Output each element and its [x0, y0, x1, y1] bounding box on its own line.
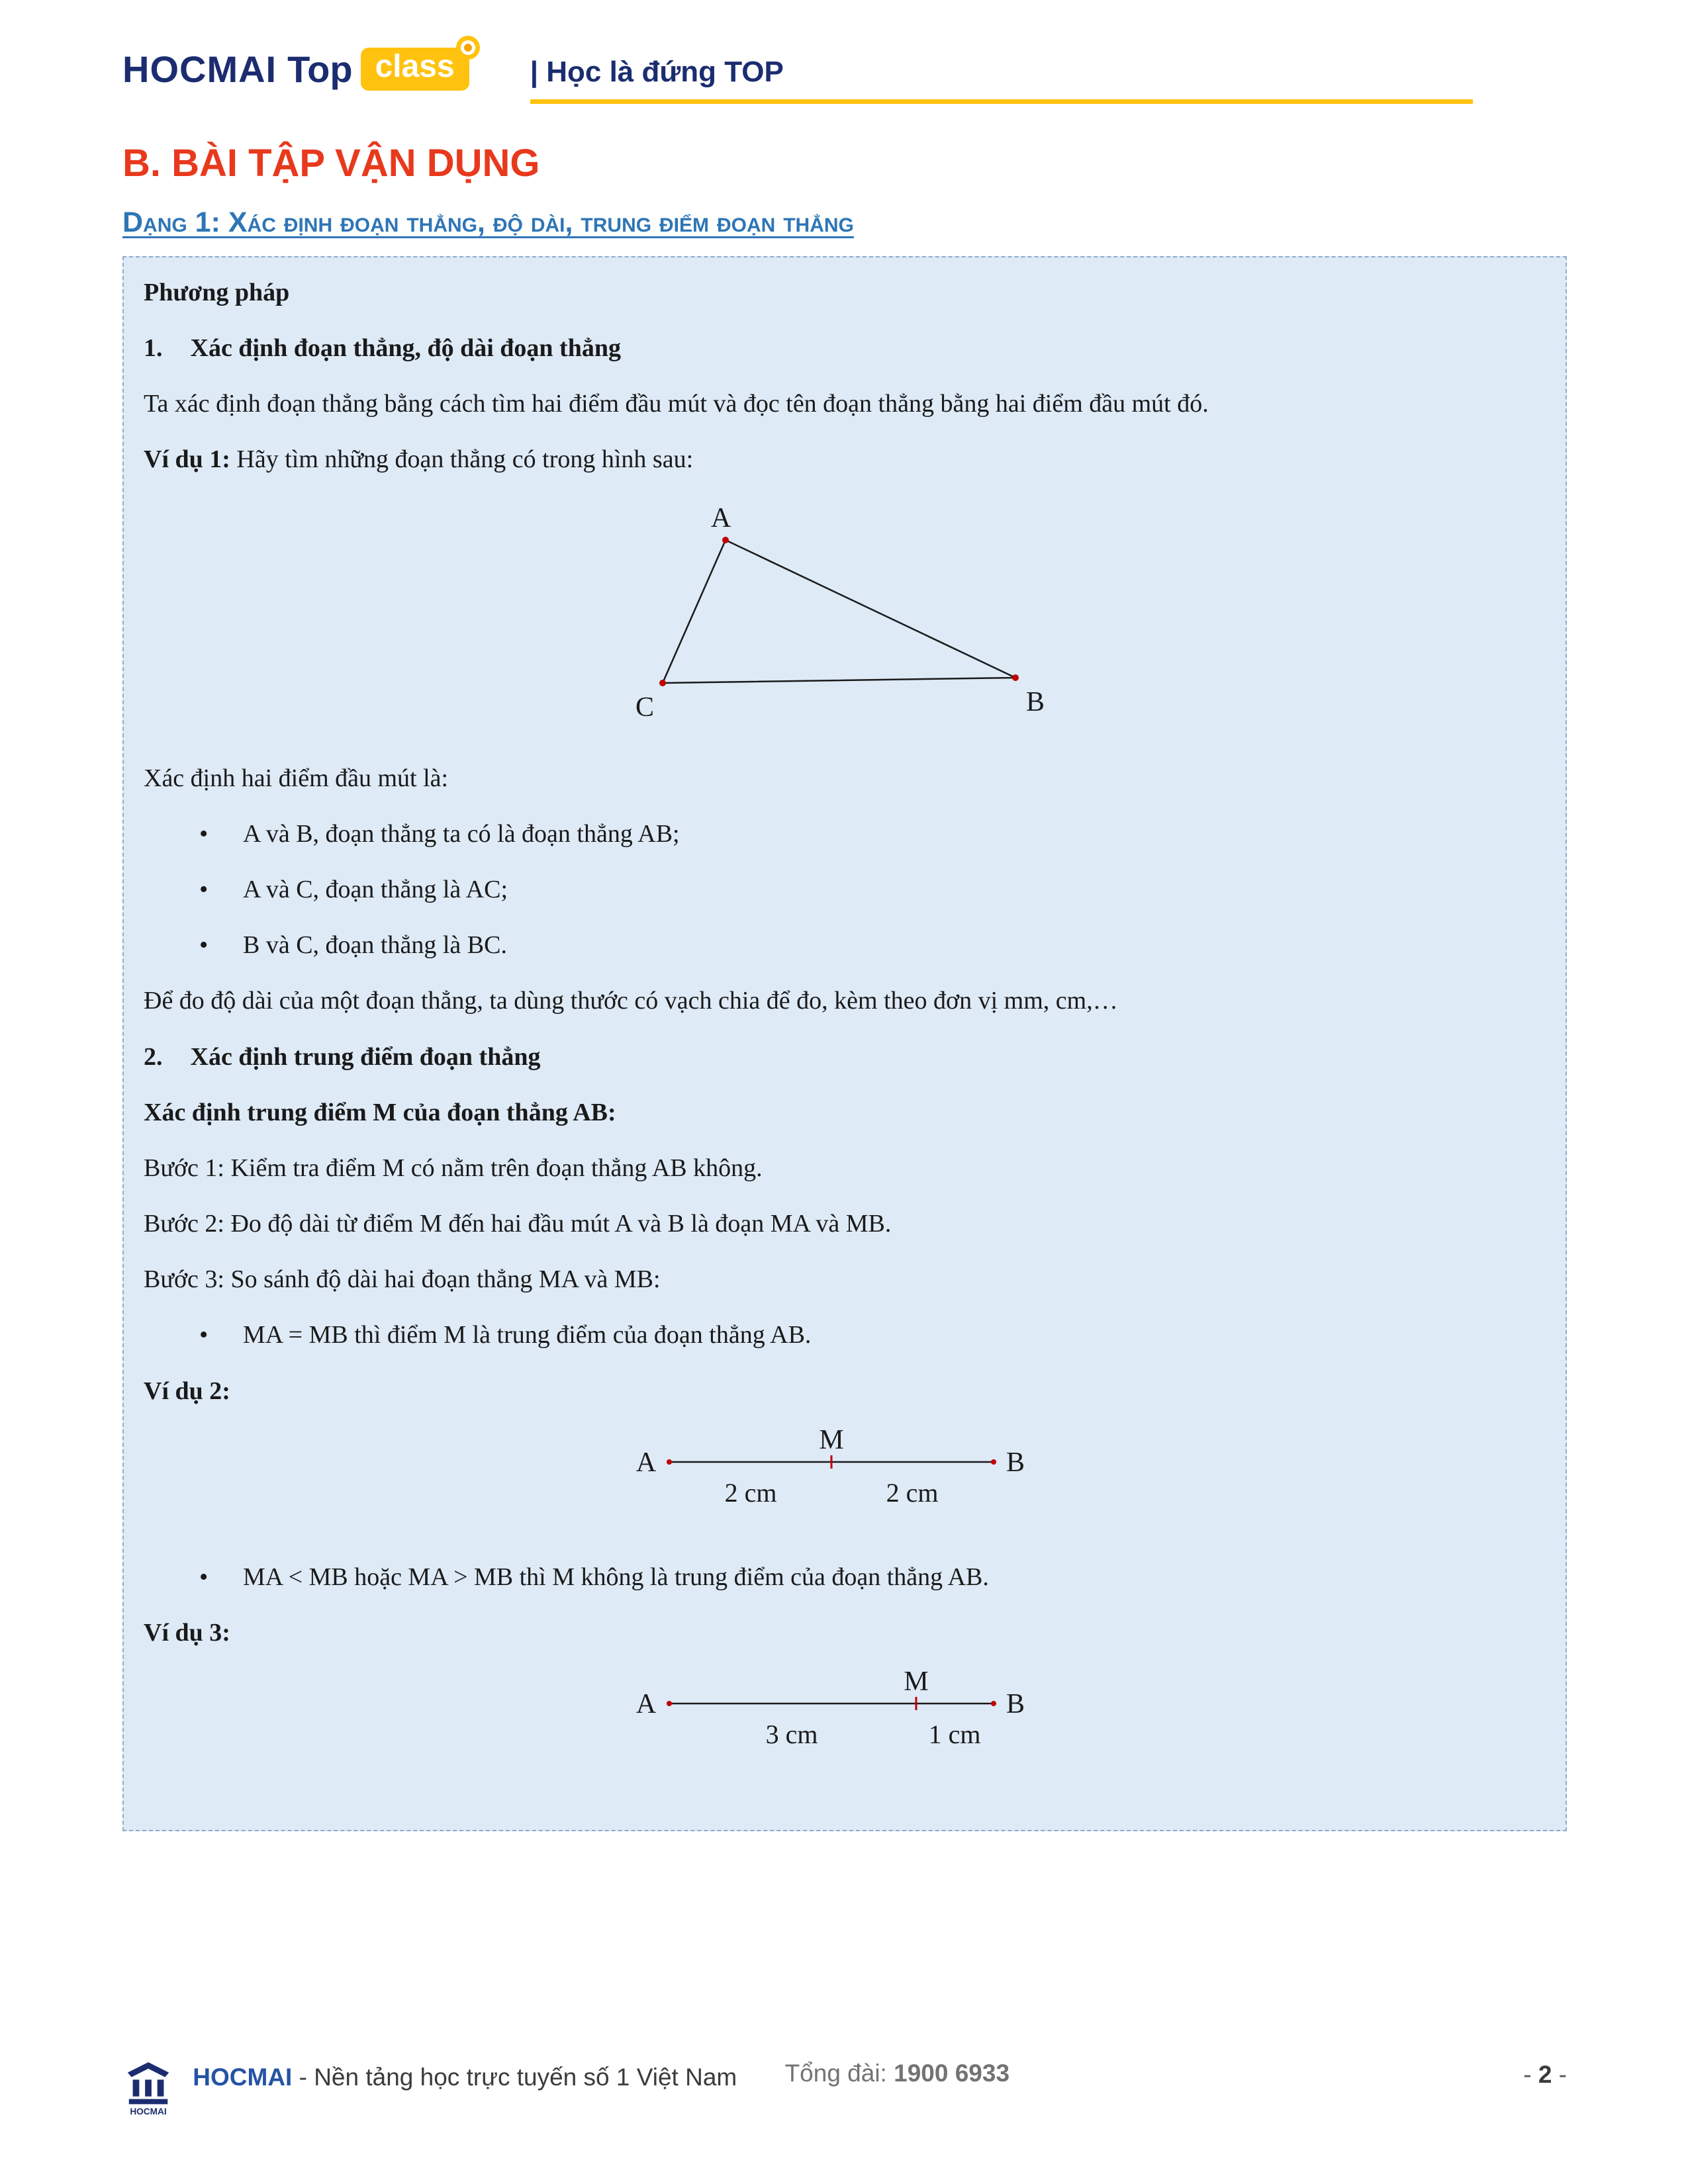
- not-midpoint-bullet-list: [144, 1561, 1546, 1594]
- hotline-label: Tổng đài:: [784, 2060, 894, 2087]
- logo-class-text: class: [375, 49, 455, 84]
- example2-label: Ví dụ 2:: [144, 1377, 230, 1405]
- label-a: A: [635, 1447, 657, 1478]
- step-2: Bước 2: Đo độ dài từ điểm M đến hai đầu mút A và B là đoạn MA và MB.: [144, 1210, 892, 1238]
- paragraph-midpoint-title: Xác định trung điểm M của đoạn thẳng AB:: [144, 1098, 616, 1126]
- item2-number: 2.: [144, 1042, 163, 1071]
- label-c: C: [635, 692, 655, 723]
- endpoint-b-dot: [991, 1701, 996, 1706]
- header-tagline: [530, 56, 1473, 89]
- page-number-suffix: -: [1552, 2061, 1567, 2088]
- segment-diagram-example2: [144, 1430, 1546, 1538]
- label-m: M: [904, 1672, 929, 1698]
- bullet-item: • A và C, đoạn thẳng là AC;: [144, 873, 1546, 906]
- vertex-c-dot: [659, 680, 666, 686]
- item1-title: Xác định đoạn thẳng, độ dài đoạn thẳng: [190, 334, 621, 363]
- tagline-bold: TOP: [724, 56, 784, 88]
- method-box: [122, 256, 1567, 1831]
- example3-label: Ví dụ 3:: [144, 1618, 230, 1647]
- endpoint-bullet-list: [144, 817, 1546, 962]
- main-column: [122, 48, 1567, 1831]
- page-number-prefix: -: [1523, 2061, 1538, 2088]
- vertex-a-dot: [722, 537, 729, 543]
- bullet-item: • B và C, đoạn thẳng là BC.: [144, 929, 1546, 962]
- paragraph-endpoints: Xác định hai điểm đầu mút là:: [144, 764, 449, 792]
- left-length: 2 cm: [724, 1477, 777, 1508]
- paragraph-measure: Để đo độ dài của một đoạn thẳng, ta dùng thước có vạch chia để đo, kèm theo đơn vị mm, cm,…: [144, 987, 1118, 1015]
- midpoint-bullet-list: [144, 1318, 1546, 1351]
- yellow-rule: [530, 99, 1473, 104]
- endpoint-a-dot: [667, 1459, 672, 1465]
- label-a: A: [710, 502, 731, 533]
- method-title: Phương pháp: [144, 279, 290, 306]
- tagline-text: Học là đứng: [538, 56, 725, 88]
- header-tagline-block: [530, 48, 1473, 104]
- right-length: 2 cm: [886, 1477, 939, 1508]
- label-m: M: [819, 1430, 844, 1455]
- triangle-svg: [600, 499, 1090, 731]
- step-1: Bước 1: Kiểm tra điểm M có nằm trên đoạn thẳng AB không.: [144, 1154, 763, 1182]
- numbered-item-2: [144, 1040, 1546, 1073]
- logo-brand-text: HOCMAI: [122, 48, 277, 90]
- footer-logo-caption: HOCMAI: [130, 2107, 167, 2116]
- segment-svg-vd2: [633, 1430, 1056, 1529]
- bullet-item: • A và B, đoạn thẳng ta có là đoạn thẳng AB;: [144, 817, 1546, 850]
- medal-badge-icon: [456, 36, 480, 60]
- paragraph-definition: Ta xác định đoạn thẳng bằng cách tìm hai điểm đầu mút và đọc tên đoạn thẳng bằng hai điểm đầu mút đó.: [144, 390, 1209, 418]
- bullet-item: • MA = MB thì điểm M là trung điểm của đoạn thẳng AB.: [144, 1318, 1546, 1351]
- triangle-diagram: [144, 499, 1546, 739]
- item2-title: Xác định trung điểm đoạn thẳng: [190, 1042, 541, 1071]
- example1-text: Hãy tìm những đoạn thẳng có trong hình sau:: [230, 445, 694, 474]
- vertex-b-dot: [1012, 674, 1019, 681]
- step-3: Bước 3: So sánh độ dài hai đoạn thẳng MA và MB:: [144, 1265, 661, 1294]
- page-number-value: 2: [1538, 2061, 1552, 2088]
- example1-paragraph: [144, 443, 1546, 476]
- example1-label: Ví dụ 1:: [144, 445, 230, 474]
- triangle-shape: [663, 540, 1015, 683]
- footer-brand-line: [193, 2060, 755, 2095]
- endpoint-a-dot: [667, 1701, 672, 1706]
- logo-class-box: [361, 48, 469, 91]
- page-header: [122, 48, 1567, 104]
- tagline-bar: |: [530, 56, 538, 88]
- label-b: B: [1006, 1689, 1025, 1720]
- footer-brand: HOCMAI: [193, 2064, 293, 2091]
- label-b: B: [1006, 1447, 1025, 1478]
- label-b: B: [1025, 686, 1045, 717]
- page-number: [1523, 2061, 1567, 2089]
- footer-description: - Nền tảng học trực tuyến số 1 Việt Nam: [292, 2064, 737, 2091]
- numbered-item-1: [144, 332, 1546, 365]
- logo-top-text: Top: [287, 48, 353, 90]
- hocmai-logo: [122, 48, 469, 91]
- label-a: A: [635, 1689, 657, 1720]
- segment-svg-vd3: [633, 1672, 1056, 1771]
- hotline-number: 1900 6933: [894, 2060, 1010, 2087]
- dang1-heading: Dạng 1: Xác định đoạn thẳng, độ dài, trung điểm đoạn thẳng: [122, 206, 854, 238]
- segment-diagram-example3: [144, 1672, 1546, 1780]
- section-heading: B. BÀI TẬP VẬN DỤNG: [122, 142, 540, 185]
- right-length: 1 cm: [928, 1719, 981, 1750]
- endpoint-b-dot: [991, 1459, 996, 1465]
- left-length: 3 cm: [765, 1719, 818, 1750]
- footer-hotline: [785, 2060, 1009, 2087]
- hocmai-footer-logo-icon: [122, 2060, 174, 2118]
- bullet-item: • MA < MB hoặc MA > MB thì M không là trung điểm của đoạn thẳng AB.: [144, 1561, 1546, 1594]
- item1-number: 1.: [144, 334, 163, 363]
- page-footer: [122, 2060, 1567, 2118]
